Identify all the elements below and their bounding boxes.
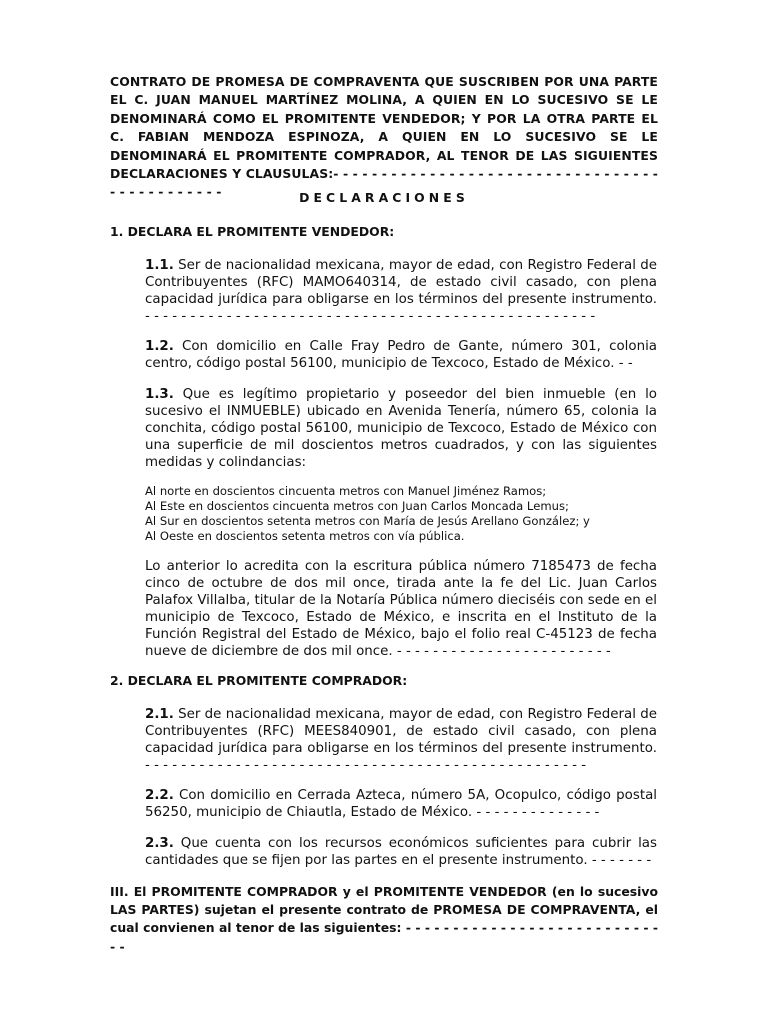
boundaries-list — [145, 484, 657, 544]
deed-paragraph: Lo anterior lo acredita con la escritura pública número 7185473 de fecha cinco de octubre de dos mil once, tirada ante la fe del Lic. Juan Carlos Palafox Villalba, titular de la Notaría Pública número dieciséis con sede en el municipio de Texcoco, Estado de México, e inscrita en el Instituto de la Función Registral del Estado de México, bajo el folio real C-45123 de fecha nueve de diciembre de dos mil once. - - - - - - - - - - - - - - - - - - - - - - - - — [145, 559, 657, 660]
contract-intro-text: CONTRATO DE PROMESA DE COMPRAVENTA QUE SUSCRIBEN POR UNA PARTE EL C. JUAN MANUEL MARTÍNEZ MOLINA, A QUIEN EN LO SUCESIVO SE LE DENOMINARÁ COMO EL PROMITENTE VENDEDOR; Y POR LA OTRA PARTE EL C. FABIAN MENDOZA ESPINOZA, A QUIEN EN LO SUCESIVO SE LE DENOMINARÁ EL PROMITENTE COMPRADOR, AL TENOR DE LAS SIGUIENTES DECLARACIONES Y CLAUSULAS:- - - - - - - - - - - - - - - - - - - - - - - - - - - - - - - - - - - - - - - - - - - - - - — [110, 74, 658, 200]
seller-declaration-heading: 1. DECLARA EL PROMITENTE VENDEDOR: — [110, 224, 395, 239]
paragraph-text: Con domicilio en Calle Fray Pedro de Gante, número 301, colonia centro, código postal 56100, municipio de Texcoco, Estado de México. - - — [145, 339, 657, 372]
closing-paragraph: III. El PROMITENTE COMPRADOR y el PROMITENTE VENDEDOR (en lo sucesivo LAS PARTES) sujetan el presente contrato de PROMESA DE COMPRAVENTA, el cual convienen al tenor de las siguientes: - - - - - - - - - - - - - - - - - - - - - - - - - - - - - — [110, 884, 658, 954]
paragraph-text: Ser de nacionalidad mexicana, mayor de edad, con Registro Federal de Contribuyentes (RFC) MAMO640314, de estado civil casado, con plena capacidad jurídica para obligarse en los términos del presente instrumento. - - - - - - - - - - - - - - - - - - - - - - - - - - - - - - - - - - - - - - - - - - - - - - - - - - — [145, 258, 657, 325]
paragraph-2-1 — [145, 706, 657, 774]
boundary-north: Al norte en doscientos cincuenta metros con Manuel Jiménez Ramos; — [145, 484, 547, 498]
paragraph-text: Ser de nacionalidad mexicana, mayor de edad, con Registro Federal de Contribuyentes (RFC) MEES840901, de estado civil casado, con plena capacidad jurídica para obligarse en los términos del presente instrumento. - - - - - - - - - - - - - - - - - - - - - - - - - - - - - - - - - - - - - - - - - - - - - - - - - — [145, 707, 657, 774]
boundary-east: Al Este en doscientos cincuenta metros con Juan Carlos Moncada Lemus; — [145, 499, 569, 514]
paragraph-1-1 — [145, 257, 657, 325]
paragraph-number: 2.1. — [145, 707, 174, 722]
paragraph-text: Con domicilio en Cerrada Azteca, número 5A, Ocopulco, código postal 56250, municipio de Chiautla, Estado de México. - - - - - - - - - - - - - - — [145, 788, 657, 821]
paragraph-number: 1.1. — [145, 258, 174, 273]
paragraph-text: Que es legítimo propietario y poseedor del bien inmueble (en lo sucesivo el INMUEBLE) ubicado en Avenida Tenería, número 65, colonia la conchita, código postal 56100, municipio de Texcoco, Estado de México con una superficie de mil doscientos metros cuadrados, y con las siguientes medidas y colindancias: — [145, 387, 657, 471]
paragraph-2-3 — [145, 835, 657, 869]
declaraciones-title: DECLARACIONES — [299, 190, 469, 205]
boundary-south: Al Sur en doscientos setenta metros con María de Jesús Arellano González; y — [145, 514, 590, 529]
buyer-declaration-heading: 2. DECLARA EL PROMITENTE COMPRADOR: — [110, 673, 408, 688]
paragraph-1-2 — [145, 338, 657, 372]
boundary-west: Al Oeste en doscientos setenta metros con vía pública. — [145, 529, 465, 544]
paragraph-number: 2.3. — [145, 836, 174, 851]
paragraph-number: 1.2. — [145, 339, 174, 354]
paragraph-number: 1.3. — [145, 387, 174, 402]
paragraph-2-2 — [145, 787, 657, 821]
paragraph-text: Que cuenta con los recursos económicos suficientes para cubrir las cantidades que se fijen por las partes en el presente instrumento. - - - - - - - — [145, 836, 657, 869]
paragraph-number: 2.2. — [145, 788, 174, 803]
contract-intro — [110, 73, 658, 202]
paragraph-1-3 — [145, 386, 657, 471]
